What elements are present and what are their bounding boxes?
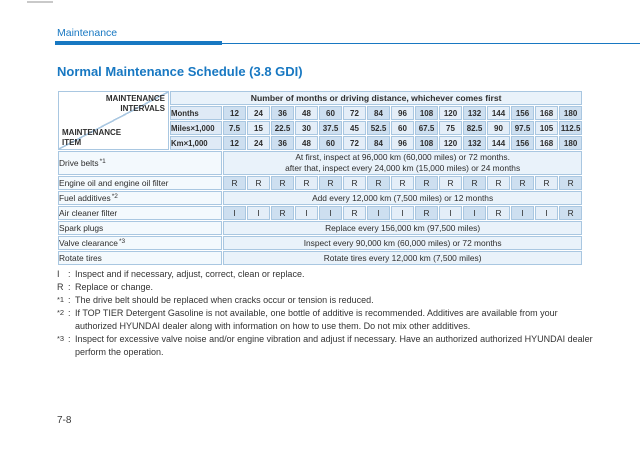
- action-cell: R: [271, 176, 294, 190]
- footnote-ref: *2: [111, 193, 118, 200]
- action-cell: I: [223, 206, 246, 220]
- footnote-marker: *1: [57, 295, 65, 304]
- item-label-text: Air cleaner filter: [59, 208, 118, 218]
- interval-unit-label: Km×1,000: [170, 136, 222, 150]
- schedule-row: [58, 206, 582, 220]
- corner-intervals-label: [106, 94, 165, 113]
- item-label-text: Spark plugs: [59, 223, 104, 233]
- interval-value-cell: 24: [247, 136, 270, 150]
- footnote-text: If TOP TIER Detergent Gasoline is not available, one bottle of additive is recommended. Additives are available from your authorized HYUNDAI dealer along with information on how to use them. Do not mix other additives.: [75, 308, 558, 331]
- action-cell: R: [295, 176, 318, 190]
- action-cell: I: [367, 206, 390, 220]
- interval-value-cell: 84: [367, 106, 390, 120]
- item-label-text: Valve clearance: [59, 238, 118, 248]
- footnote-marker: R: [57, 282, 64, 292]
- interval-value-cell: 52.5: [367, 121, 390, 135]
- interval-unit-label: Months: [170, 106, 222, 120]
- schedule-note-cell: [223, 191, 582, 205]
- maintenance-item-label: [58, 251, 222, 265]
- footnote: [57, 294, 602, 307]
- footnote-text: Replace or change.: [75, 282, 154, 292]
- footnote-marker: I: [57, 269, 60, 279]
- interval-value-cell: 144: [487, 106, 510, 120]
- interval-value-cell: 48: [295, 106, 318, 120]
- interval-value-cell: 15: [247, 121, 270, 135]
- maintenance-item-label: [58, 151, 222, 175]
- action-cell: I: [319, 206, 342, 220]
- interval-value-cell: 97.5: [511, 121, 534, 135]
- interval-value-cell: 36: [271, 106, 294, 120]
- footnote-ref: *3: [118, 238, 126, 245]
- interval-value-cell: 132: [463, 106, 486, 120]
- footnote-text: Inspect and if necessary, adjust, correct, clean or replace.: [75, 269, 305, 279]
- interval-value-cell: 60: [391, 121, 414, 135]
- interval-value-cell: 72: [343, 136, 366, 150]
- interval-value-cell: 30: [295, 121, 318, 135]
- corner-item-line2: ITEM: [62, 137, 82, 147]
- interval-value-cell: 96: [391, 136, 414, 150]
- footnote: [57, 281, 602, 294]
- schedule-row: [58, 151, 582, 175]
- schedule-note-line: after that, inspect every 24,000 km (15,000 miles) or 24 months: [285, 163, 521, 173]
- footnote-marker: *3: [57, 334, 65, 343]
- page-title: Normal Maintenance Schedule (3.8 GDI): [57, 64, 303, 79]
- interval-value-cell: 108: [415, 106, 438, 120]
- schedule-row: [58, 236, 582, 250]
- interval-value-cell: 96: [391, 106, 414, 120]
- interval-value-cell: 72: [343, 106, 366, 120]
- interval-value-cell: 112.5: [559, 121, 582, 135]
- interval-value-cell: 84: [367, 136, 390, 150]
- item-label-text: Fuel additives: [59, 193, 111, 203]
- interval-unit-label: Miles×1,000: [170, 121, 222, 135]
- schedule-row: [58, 251, 582, 265]
- interval-value-cell: 108: [415, 136, 438, 150]
- maintenance-item-label: [58, 236, 222, 250]
- footnote-colon: :: [68, 282, 71, 292]
- action-cell: I: [511, 206, 534, 220]
- schedule-note-line: Inspect every 90,000 km (60,000 miles) or 72 months: [303, 237, 502, 248]
- action-cell: I: [295, 206, 318, 220]
- interval-value-cell: 132: [463, 136, 486, 150]
- item-label-text: Rotate tires: [59, 253, 102, 263]
- footnote-colon: :: [68, 334, 71, 344]
- page-edge-mark: [27, 1, 53, 3]
- item-label-text: Engine oil and engine oil filter: [59, 178, 169, 188]
- interval-value-cell: 90: [487, 121, 510, 135]
- action-cell: R: [487, 206, 510, 220]
- maintenance-item-label: [58, 206, 222, 220]
- action-cell: I: [463, 206, 486, 220]
- maintenance-item-label: [58, 191, 222, 205]
- footnote: [57, 307, 602, 333]
- action-cell: I: [535, 206, 558, 220]
- schedule-note-cell: [223, 251, 582, 265]
- interval-value-cell: 12: [223, 106, 246, 120]
- action-cell: R: [247, 176, 270, 190]
- breadcrumb-underline: [55, 41, 222, 45]
- footnote-ref: *1: [99, 158, 106, 165]
- action-cell: R: [487, 176, 510, 190]
- interval-value-cell: 75: [439, 121, 462, 135]
- action-cell: R: [343, 206, 366, 220]
- action-cell: I: [439, 206, 462, 220]
- interval-value-cell: 156: [511, 136, 534, 150]
- interval-value-cell: 45: [343, 121, 366, 135]
- page-number: 7-8: [57, 415, 72, 426]
- schedule-note-line: Replace every 156,000 km (97,500 miles): [325, 222, 481, 233]
- table-header-row: [58, 91, 582, 105]
- footnote-text: The drive belt should be replaced when cracks occur or tension is reduced.: [75, 295, 374, 305]
- interval-value-cell: 37.5: [319, 121, 342, 135]
- interval-value-cell: 22.5: [271, 121, 294, 135]
- footnote: [57, 333, 602, 359]
- action-cell: R: [559, 206, 582, 220]
- action-cell: R: [511, 176, 534, 190]
- interval-value-cell: 60: [319, 106, 342, 120]
- corner-intervals-line2: INTERVALS: [120, 103, 165, 113]
- footnote-text: Inspect for excessive valve noise and/or engine vibration and adjust if necessary. Have an authorized authorized HYUNDAI dealer perform the operation.: [75, 334, 593, 357]
- action-cell: R: [415, 176, 438, 190]
- footnote-colon: :: [68, 308, 71, 318]
- action-cell: R: [439, 176, 462, 190]
- header-rule: [222, 43, 640, 44]
- interval-value-cell: 120: [439, 106, 462, 120]
- schedule-note-cell: [223, 236, 582, 250]
- action-cell: R: [463, 176, 486, 190]
- interval-value-cell: 180: [559, 136, 582, 150]
- action-cell: R: [271, 206, 294, 220]
- interval-value-cell: 24: [247, 106, 270, 120]
- schedule-note-cell: [223, 221, 582, 235]
- footnote-marker: *2: [57, 308, 65, 317]
- action-cell: I: [391, 206, 414, 220]
- action-cell: R: [343, 176, 366, 190]
- interval-value-cell: 144: [487, 136, 510, 150]
- interval-value-cell: 82.5: [463, 121, 486, 135]
- months-distance-header: Number of months or driving distance, whichever comes first: [170, 91, 582, 105]
- corner-item-line1: MAINTENANCE: [62, 128, 122, 137]
- interval-value-cell: 7.5: [223, 121, 246, 135]
- schedule-note-line: Add every 12,000 km (7,500 miles) or 12 months: [312, 192, 494, 203]
- breadcrumb[interactable]: Maintenance: [57, 27, 118, 39]
- maintenance-item-label: [58, 176, 222, 190]
- interval-value-cell: 156: [511, 106, 534, 120]
- interval-value-cell: 105: [535, 121, 558, 135]
- interval-value-cell: 168: [535, 106, 558, 120]
- interval-value-cell: 36: [271, 136, 294, 150]
- interval-value-cell: 120: [439, 136, 462, 150]
- action-cell: R: [415, 206, 438, 220]
- footnote-colon: :: [68, 295, 71, 305]
- schedule-note-line: At first, inspect at 96,000 km (60,000 miles) or 72 months.: [295, 152, 510, 162]
- corner-intervals-line1: MAINTENANCE: [105, 94, 165, 103]
- interval-value-cell: 180: [559, 106, 582, 120]
- corner-cell: [58, 91, 169, 150]
- interval-value-cell: 12: [223, 136, 246, 150]
- action-cell: R: [559, 176, 582, 190]
- action-cell: R: [319, 176, 342, 190]
- action-cell: I: [247, 206, 270, 220]
- action-cell: R: [535, 176, 558, 190]
- interval-value-cell: 67.5: [415, 121, 438, 135]
- schedule-row: [58, 176, 582, 190]
- item-label-text: Drive belts: [59, 158, 99, 168]
- footnote-colon: :: [68, 269, 71, 279]
- interval-value-cell: 168: [535, 136, 558, 150]
- schedule-note-line: Rotate tires every 12,000 km (7,500 miles): [323, 252, 482, 263]
- interval-value-cell: 48: [295, 136, 318, 150]
- schedule-note-cell: [223, 151, 582, 175]
- action-cell: R: [367, 176, 390, 190]
- maintenance-item-label: [58, 221, 222, 235]
- schedule-row: [58, 221, 582, 235]
- footnote: [57, 268, 602, 281]
- action-cell: R: [223, 176, 246, 190]
- action-cell: R: [391, 176, 414, 190]
- maintenance-schedule-table: [57, 90, 583, 266]
- schedule-row: [58, 191, 582, 205]
- interval-value-cell: 60: [319, 136, 342, 150]
- footnotes: [57, 268, 602, 359]
- corner-item-label: [62, 128, 121, 147]
